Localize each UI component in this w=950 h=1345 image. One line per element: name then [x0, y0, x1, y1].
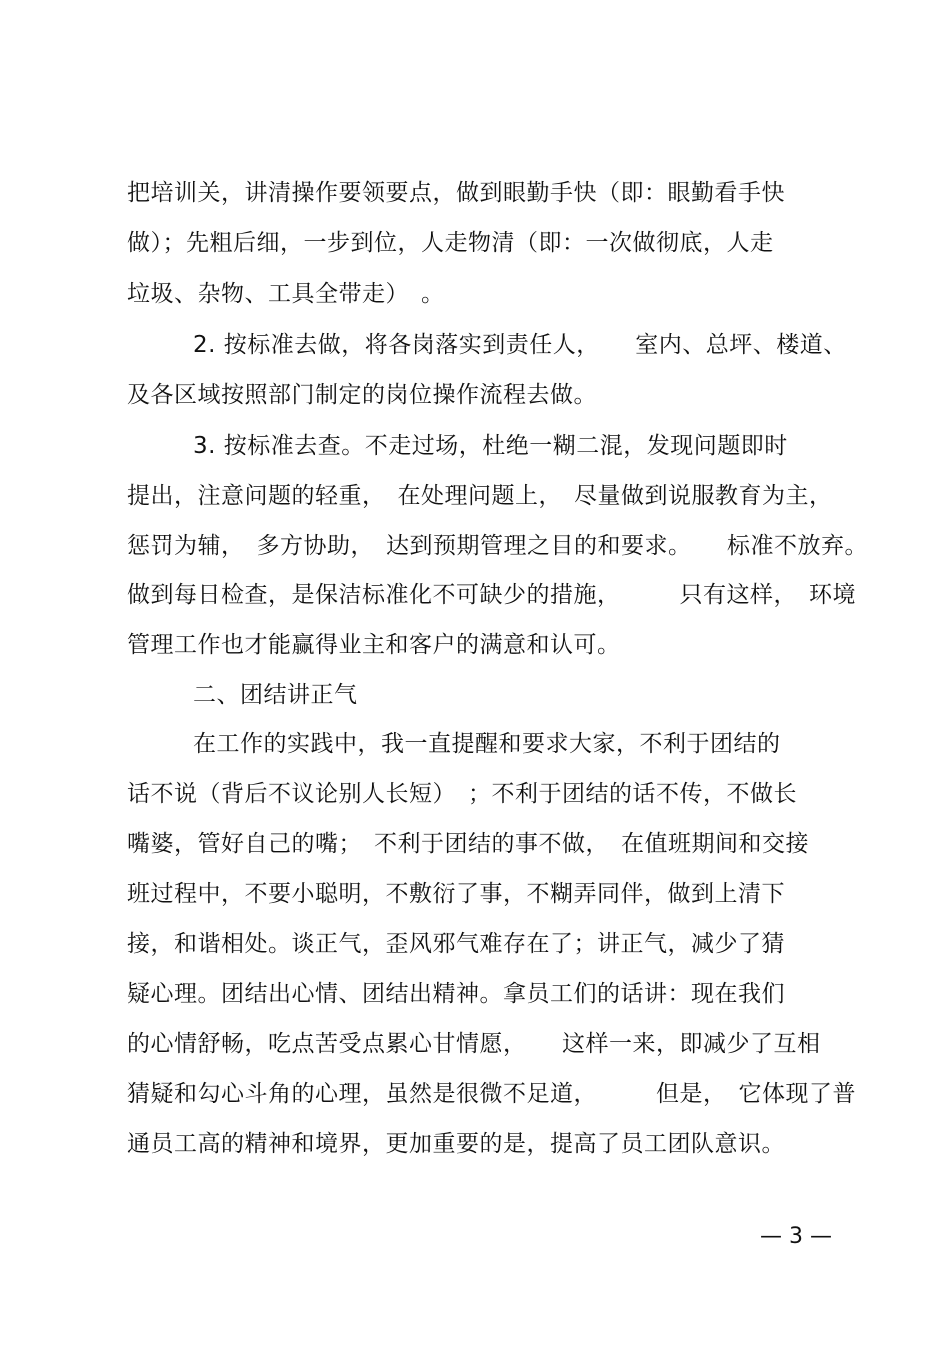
paragraph-line: 3. 按标准去查。不走过场，杜绝一糊二混，发现问题即时 — [193, 433, 788, 459]
paragraph-line: 2. 按标准去做，将各岗落实到责任人， 室内、总坪、楼道、 — [193, 332, 847, 358]
paragraph-line: 做）；先粗后细，一步到位，人走物清（即：一次做彻底，人走 — [127, 230, 774, 256]
paragraph-line: 班过程中，不要小聪明，不敷衍了事，不糊弄同伴，做到上清下 — [127, 881, 785, 907]
paragraph-line: 惩罚为辅， 多方协助， 达到预期管理之目的和要求。 标准不放弃。 — [127, 533, 868, 559]
paragraph-line: 接，和谐相处。谈正气，歪风邪气难存在了；讲正气，减少了猜 — [127, 931, 785, 957]
paragraph-line: 通员工高的精神和境界，更加重要的是，提高了员工团队意识。 — [127, 1131, 785, 1157]
paragraph-line: 管理工作也才能赢得业主和客户的满意和认可。 — [127, 632, 621, 658]
paragraph-line: 垃圾、杂物、工具全带走） 。 — [127, 281, 445, 307]
paragraph-line: 的心情舒畅，吃点苦受点累心甘情愿， 这样一来，即减少了互相 — [127, 1031, 821, 1057]
page-number: — 3 — — [760, 1224, 832, 1249]
paragraph-line: 及各区域按照部门制定的岗位操作流程去做。 — [127, 382, 597, 408]
section-heading: 二、团结讲正气 — [193, 682, 358, 708]
paragraph-line: 嘴婆，管好自己的嘴； 不利于团结的事不做， 在值班期间和交接 — [127, 831, 809, 857]
paragraph-line: 猜疑和勾心斗角的心理，虽然是很微不足道， 但是， 它体现了普 — [127, 1081, 856, 1107]
paragraph-line: 疑心理。团结出心情、团结出精神。拿员工们的话讲：现在我们 — [127, 981, 785, 1007]
paragraph-line: 做到每日检查，是保洁标准化不可缺少的措施， 只有这样， 环境 — [127, 582, 856, 608]
paragraph-line: 话不说（背后不议论别人长短） ；不利于团结的话不传，不做长 — [127, 781, 797, 807]
paragraph-line: 在工作的实践中，我一直提醒和要求大家，不利于团结的 — [193, 731, 781, 757]
paragraph-line: 提出，注意问题的轻重， 在处理问题上， 尽量做到说服教育为主， — [127, 483, 833, 509]
paragraph-line: 把培训关，讲清操作要领要点，做到眼勤手快（即：眼勤看手快 — [127, 180, 785, 206]
